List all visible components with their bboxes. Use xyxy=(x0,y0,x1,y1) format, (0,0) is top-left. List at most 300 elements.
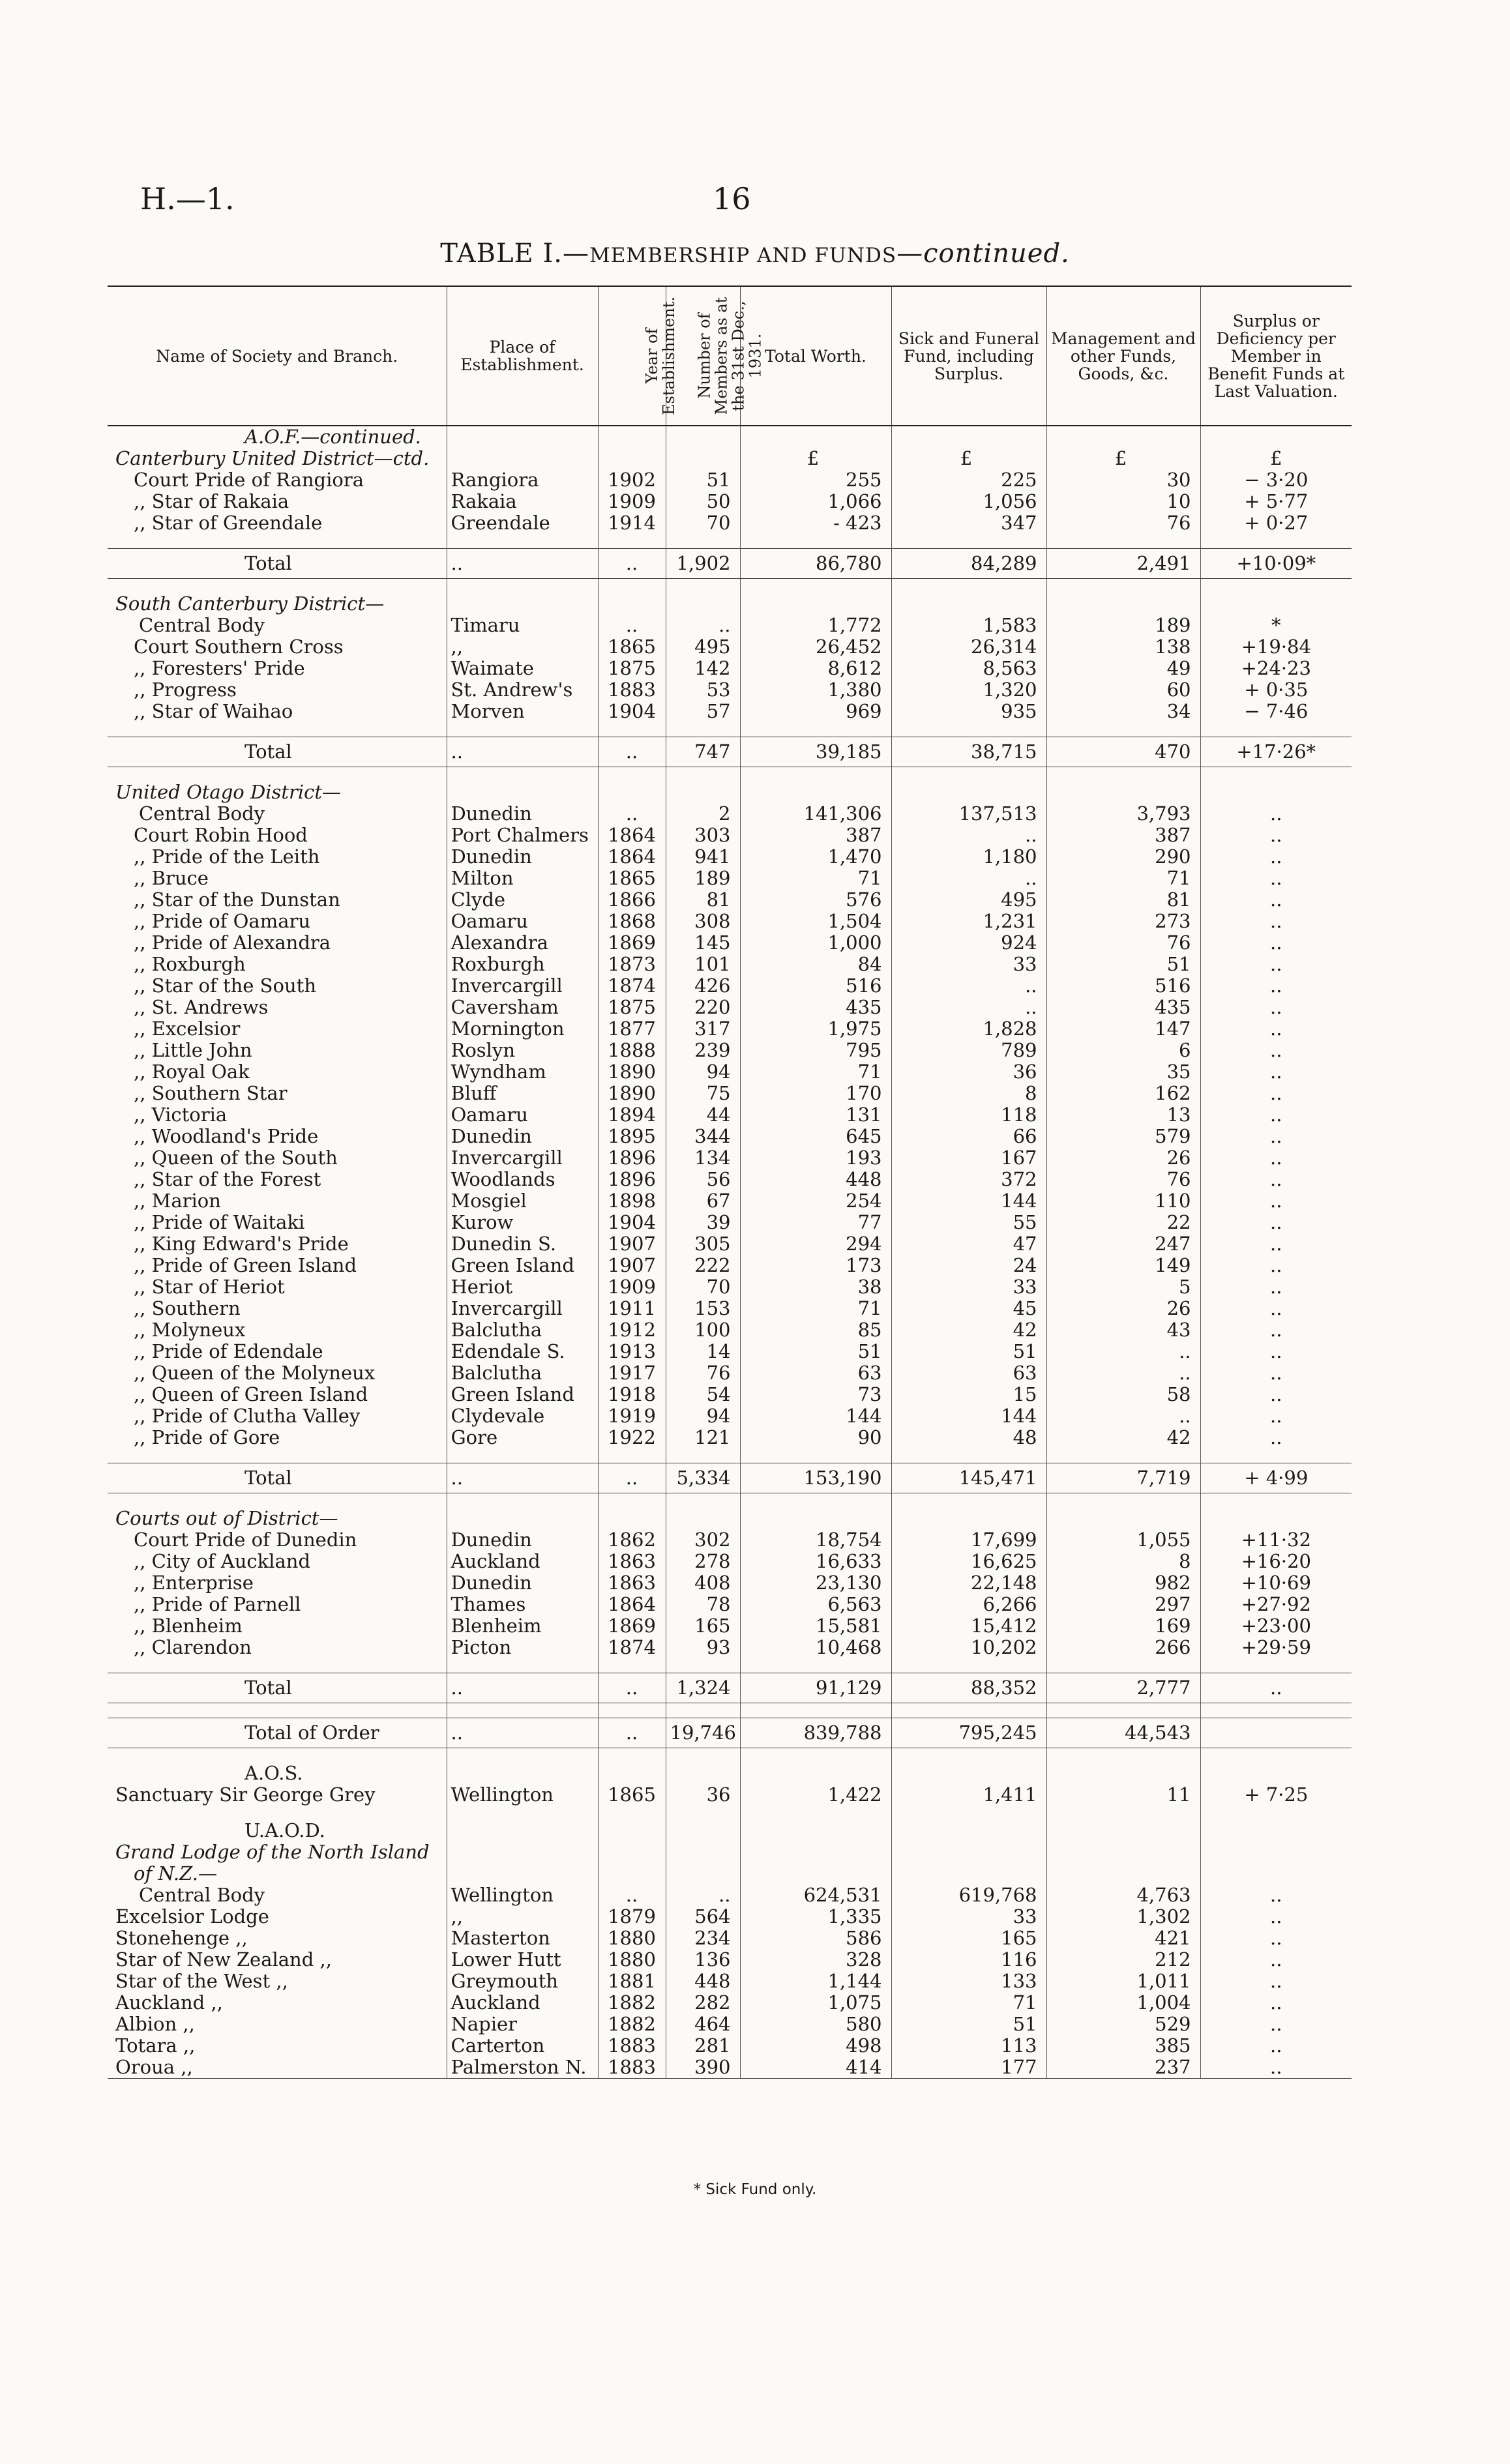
cell-surplus: +10·09* xyxy=(1200,549,1352,579)
cell-sick-fund: 165 xyxy=(891,1928,1046,1949)
cell-year: .. xyxy=(598,1718,666,1748)
cell-place: Kurow xyxy=(447,1212,598,1233)
spacer-cell xyxy=(1046,767,1200,782)
cell-year: 1865 xyxy=(598,868,666,889)
cell-surplus: .. xyxy=(1200,2057,1352,2079)
cell-place: .. xyxy=(447,1718,598,1748)
cell-sick-fund: 22,148 xyxy=(891,1572,1046,1594)
cell-sick-fund: 1,056 xyxy=(891,491,1046,512)
cell-place: Carterton xyxy=(447,2035,598,2057)
cell-surplus: .. xyxy=(1200,1212,1352,1233)
cell-surplus: .. xyxy=(1200,1104,1352,1126)
cell-total-worth: 51 xyxy=(740,1341,891,1362)
section-heading-row xyxy=(108,448,1352,469)
cell-surplus: .. xyxy=(1200,1885,1352,1906)
section-heading-row xyxy=(108,1841,1352,1863)
cell-name: Stonehenge ,, xyxy=(115,1927,248,1949)
cell-members: 94 xyxy=(666,1405,740,1427)
cell-members: 234 xyxy=(666,1928,740,1949)
cell-management: 149 xyxy=(1046,1255,1200,1276)
spacer-cell xyxy=(666,1493,740,1508)
table-row xyxy=(108,1018,1352,1040)
cell-total-worth: 63 xyxy=(740,1362,891,1384)
cell-surplus xyxy=(1200,782,1352,803)
cell-members: 308 xyxy=(666,911,740,932)
cell-name: Central Body xyxy=(139,614,265,636)
cell-management xyxy=(1046,593,1200,615)
cell-management: 6 xyxy=(1046,1040,1200,1061)
cell-members: 78 xyxy=(666,1594,740,1615)
cell-name: United Otago District— xyxy=(115,781,342,803)
table-row xyxy=(108,1255,1352,1276)
cell-place: Napier xyxy=(447,2014,598,2035)
cell-name: Excelsior Lodge xyxy=(115,1905,269,1928)
spacer-cell xyxy=(108,1448,447,1463)
cell-members: 70 xyxy=(666,1276,740,1298)
cell-sick-fund: 84,289 xyxy=(891,549,1046,579)
cell-year: .. xyxy=(598,615,666,636)
cell-name: Court Pride of Dunedin xyxy=(134,1529,357,1551)
cell-sick-fund: 33 xyxy=(891,1906,1046,1928)
cell-members: 317 xyxy=(666,1018,740,1040)
cell-year: 1864 xyxy=(598,846,666,868)
spacer-cell xyxy=(1200,534,1352,549)
cell-sick-fund: 42 xyxy=(891,1319,1046,1341)
cell-sick-fund: 63 xyxy=(891,1362,1046,1384)
spacer-cell xyxy=(447,1703,598,1718)
cell-name: Star of New Zealand ,, xyxy=(115,1948,332,1971)
table-row xyxy=(108,803,1352,825)
cell-sick-fund: 47 xyxy=(891,1233,1046,1255)
cell-total-worth: 624,531 xyxy=(740,1885,891,1906)
cell-place: Green Island xyxy=(447,1384,598,1405)
cell-management: 58 xyxy=(1046,1384,1200,1405)
spacer-cell xyxy=(666,1448,740,1463)
spacer-cell xyxy=(891,1448,1046,1463)
table-row xyxy=(108,1949,1352,1971)
cell-total-worth: 294 xyxy=(740,1233,891,1255)
cell-sick-fund xyxy=(891,1841,1046,1863)
cell-total-worth: 10,468 xyxy=(740,1637,891,1658)
cell-name: ,, Royal Oak xyxy=(134,1061,250,1083)
table-row xyxy=(108,889,1352,911)
page-number: 16 xyxy=(713,181,751,216)
cell-total-worth: 435 xyxy=(740,997,891,1018)
cell-place: Invercargill xyxy=(447,975,598,997)
cell-surplus: .. xyxy=(1200,1083,1352,1104)
cell-surplus xyxy=(1200,1820,1352,1841)
table-row xyxy=(108,1928,1352,1949)
cell-sick-fund xyxy=(891,782,1046,803)
cell-management: 147 xyxy=(1046,1018,1200,1040)
cell-name: A.O.F.—continued. xyxy=(244,426,421,448)
cell-year xyxy=(598,593,666,615)
cell-year: .. xyxy=(598,737,666,767)
cell-management: 42 xyxy=(1046,1427,1200,1448)
cell-management: 43 xyxy=(1046,1319,1200,1341)
cell-total-worth xyxy=(740,1763,891,1784)
section-heading-row xyxy=(108,1863,1352,1885)
spacer-row xyxy=(108,1448,1352,1463)
cell-sick-fund: 71 xyxy=(891,1992,1046,2014)
table-row xyxy=(108,1169,1352,1190)
cell-total-worth xyxy=(740,1863,891,1885)
cell-sick-fund xyxy=(891,1763,1046,1784)
spacer-cell xyxy=(108,1806,447,1820)
cell-management: 138 xyxy=(1046,636,1200,658)
cell-year: .. xyxy=(598,803,666,825)
cell-place: Dunedin xyxy=(447,803,598,825)
spacer-cell xyxy=(598,1493,666,1508)
cell-surplus: .. xyxy=(1200,846,1352,868)
cell-name: ,, Marion xyxy=(134,1190,221,1212)
cell-place: Masterton xyxy=(447,1928,598,1949)
cell-sick-fund: 133 xyxy=(891,1971,1046,1992)
cell-year: 1862 xyxy=(598,1529,666,1551)
cell-surplus: +19·84 xyxy=(1200,636,1352,658)
cell-place: Alexandra xyxy=(447,932,598,954)
cell-sick-fund: 113 xyxy=(891,2035,1046,2057)
cell-place: Balclutha xyxy=(447,1362,598,1384)
table-header-row xyxy=(108,286,1352,426)
cell-management: .. xyxy=(1046,1362,1200,1384)
cell-sick-fund: 116 xyxy=(891,1949,1046,1971)
cell-members: 51 xyxy=(666,469,740,491)
table-row xyxy=(108,1529,1352,1551)
cell-total-worth: 1,470 xyxy=(740,846,891,868)
cell-sick-fund: 26,314 xyxy=(891,636,1046,658)
table-row xyxy=(108,658,1352,679)
cell-members: 281 xyxy=(666,2035,740,2057)
cell-name: ,, Star of Waihao xyxy=(134,700,293,722)
cell-place: Oamaru xyxy=(447,911,598,932)
cell-members: 39 xyxy=(666,1212,740,1233)
cell-name: ,, Queen of Green Island xyxy=(134,1383,368,1405)
cell-place: Invercargill xyxy=(447,1298,598,1319)
cell-name: ,, Enterprise xyxy=(134,1572,254,1594)
cell-year: 1863 xyxy=(598,1551,666,1572)
cell-year: 1869 xyxy=(598,932,666,954)
spacer-cell xyxy=(666,767,740,782)
spacer-cell xyxy=(1046,1748,1200,1763)
cell-sick-fund: 137,513 xyxy=(891,803,1046,825)
cell-surplus: .. xyxy=(1200,1018,1352,1040)
cell-year: 1865 xyxy=(598,1784,666,1806)
cell-name: ,, Star of the South xyxy=(134,975,317,997)
spacer-cell xyxy=(1200,1806,1352,1820)
cell-surplus: .. xyxy=(1200,1384,1352,1405)
table-row xyxy=(108,1784,1352,1806)
cell-place: Thames xyxy=(447,1594,598,1615)
cell-year: 1890 xyxy=(598,1061,666,1083)
cell-place: Wellington xyxy=(447,1784,598,1806)
cell-place xyxy=(447,1508,598,1529)
cell-place: Greendale xyxy=(447,512,598,534)
table-row xyxy=(108,911,1352,932)
cell-place: Picton xyxy=(447,1637,598,1658)
cell-surplus: +23·00 xyxy=(1200,1615,1352,1637)
cell-sick-fund xyxy=(891,1820,1046,1841)
spacer-cell xyxy=(598,722,666,737)
cell-surplus: .. xyxy=(1200,803,1352,825)
cell-total-worth: 71 xyxy=(740,1298,891,1319)
spacer-cell xyxy=(891,1658,1046,1673)
cell-sick-fund: 10,202 xyxy=(891,1637,1046,1658)
cell-sick-fund xyxy=(891,1863,1046,1885)
cell-total-worth: 586 xyxy=(740,1928,891,1949)
cell-name: Total xyxy=(108,1463,447,1493)
cell-name: ,, Pride of Parnell xyxy=(134,1593,301,1615)
cell-management: 266 xyxy=(1046,1637,1200,1658)
cell-total-worth: 1,066 xyxy=(740,491,891,512)
cell-year: 1879 xyxy=(598,1906,666,1928)
spacer-cell xyxy=(740,1658,891,1673)
cell-name: ,, Pride of Oamaru xyxy=(134,910,311,932)
cell-members: 19,746 xyxy=(666,1718,740,1748)
cell-place: Port Chalmers xyxy=(447,825,598,846)
cell-total-worth: 1,000 xyxy=(740,932,891,954)
table-row xyxy=(108,825,1352,846)
cell-sick-fund: 177 xyxy=(891,2057,1046,2079)
cell-management: 435 xyxy=(1046,997,1200,1018)
cell-management: 387 xyxy=(1046,825,1200,846)
cell-place: Blenheim xyxy=(447,1615,598,1637)
spacer-cell xyxy=(108,1703,447,1718)
cell-place: Balclutha xyxy=(447,1319,598,1341)
cell-management xyxy=(1046,782,1200,803)
cell-management: 189 xyxy=(1046,615,1200,636)
cell-place xyxy=(447,426,598,448)
col-header-surplus: Surplus or Deficiency per Member in Benefit Funds at Last Valuation. xyxy=(1200,286,1352,426)
cell-management: 34 xyxy=(1046,701,1200,722)
cell-sick-fund: 144 xyxy=(891,1190,1046,1212)
cell-management: 30 xyxy=(1046,469,1200,491)
order-heading-row xyxy=(108,1820,1352,1841)
cell-surplus xyxy=(1200,426,1352,448)
cell-year: 1888 xyxy=(598,1040,666,1061)
cell-surplus: +10·69 xyxy=(1200,1572,1352,1594)
cell-members: 81 xyxy=(666,889,740,911)
cell-year: 1874 xyxy=(598,1637,666,1658)
cell-place: Mosgiel xyxy=(447,1190,598,1212)
cell-management: 11 xyxy=(1046,1784,1200,1806)
cell-surplus: .. xyxy=(1200,825,1352,846)
table-row xyxy=(108,1126,1352,1147)
table-row xyxy=(108,491,1352,512)
cell-total-worth xyxy=(740,1508,891,1529)
cell-members: 5,334 xyxy=(666,1463,740,1493)
cell-management: .. xyxy=(1046,1341,1200,1362)
cell-year: 1869 xyxy=(598,1615,666,1637)
cell-management: 169 xyxy=(1046,1615,1200,1637)
cell-surplus: +17·26* xyxy=(1200,737,1352,767)
cell-total-worth: 498 xyxy=(740,2035,891,2057)
cell-management: 26 xyxy=(1046,1298,1200,1319)
col-header-name: Name of Society and Branch. xyxy=(108,286,447,426)
cell-name: ,, Pride of Green Island xyxy=(134,1254,357,1276)
cell-surplus: + 0·35 xyxy=(1200,679,1352,701)
cell-sick-fund: 1,828 xyxy=(891,1018,1046,1040)
section-heading-row xyxy=(108,782,1352,803)
cell-year: .. xyxy=(598,549,666,579)
cell-members: 54 xyxy=(666,1384,740,1405)
cell-surplus: £ xyxy=(1200,448,1352,469)
cell-year: 1894 xyxy=(598,1104,666,1126)
cell-sick-fund: 8 xyxy=(891,1083,1046,1104)
cell-year: 1918 xyxy=(598,1384,666,1405)
cell-management: 162 xyxy=(1046,1083,1200,1104)
cell-management: 8 xyxy=(1046,1551,1200,1572)
cell-surplus: .. xyxy=(1200,1040,1352,1061)
cell-name: ,, Excelsior xyxy=(134,1018,241,1040)
cell-year xyxy=(598,426,666,448)
spacer-cell xyxy=(740,534,891,549)
cell-place xyxy=(447,593,598,615)
cell-total-worth: 1,144 xyxy=(740,1971,891,1992)
cell-total-worth xyxy=(740,1841,891,1863)
cell-management: 7,719 xyxy=(1046,1463,1200,1493)
cell-surplus: .. xyxy=(1200,975,1352,997)
spacer-cell xyxy=(1046,1658,1200,1673)
cell-place: Caversham xyxy=(447,997,598,1018)
cell-sick-fund: 66 xyxy=(891,1126,1046,1147)
cell-year: 1868 xyxy=(598,911,666,932)
table-row xyxy=(108,1384,1352,1405)
cell-year: 1898 xyxy=(598,1190,666,1212)
cell-surplus: .. xyxy=(1200,2035,1352,2057)
cell-members: 1,324 xyxy=(666,1673,740,1703)
table-row xyxy=(108,1212,1352,1233)
cell-members: 747 xyxy=(666,737,740,767)
cell-members: 344 xyxy=(666,1126,740,1147)
cell-name: Auckland ,, xyxy=(115,1991,223,2014)
col-header-year xyxy=(598,286,678,426)
spacer-cell xyxy=(108,534,447,549)
cell-management: 579 xyxy=(1046,1126,1200,1147)
cell-members: 222 xyxy=(666,1255,740,1276)
table-row xyxy=(108,679,1352,701)
cell-total-worth xyxy=(740,593,891,615)
cell-total-worth: 144 xyxy=(740,1405,891,1427)
cell-management xyxy=(1046,1841,1200,1863)
cell-surplus: .. xyxy=(1200,1169,1352,1190)
cell-place: Lower Hutt xyxy=(447,1949,598,1971)
cell-sick-fund: 15,412 xyxy=(891,1615,1046,1637)
cell-management: 110 xyxy=(1046,1190,1200,1212)
cell-year: 1883 xyxy=(598,2035,666,2057)
cell-surplus: .. xyxy=(1200,932,1352,954)
section-heading-row xyxy=(108,1508,1352,1529)
cell-sick-fund: 145,471 xyxy=(891,1463,1046,1493)
cell-members: 189 xyxy=(666,868,740,889)
cell-management: 516 xyxy=(1046,975,1200,997)
cell-sick-fund: 619,768 xyxy=(891,1885,1046,1906)
cell-management: 10 xyxy=(1046,491,1200,512)
title-suffix: —continued. xyxy=(896,239,1070,269)
spacer-cell xyxy=(666,722,740,737)
cell-management: 385 xyxy=(1046,2035,1200,2057)
spacer-cell xyxy=(740,1493,891,1508)
cell-place: Woodlands xyxy=(447,1169,598,1190)
cell-total-worth: 1,772 xyxy=(740,615,891,636)
spacer-cell xyxy=(666,1703,740,1718)
spacer-cell xyxy=(1046,534,1200,549)
cell-year: 1875 xyxy=(598,658,666,679)
cell-place: Clydevale xyxy=(447,1405,598,1427)
table-row xyxy=(108,1637,1352,1658)
cell-place: Morven xyxy=(447,701,598,722)
col-header-place: Place of Establishment. xyxy=(447,286,598,426)
cell-total-worth: 131 xyxy=(740,1104,891,1126)
spacer-cell xyxy=(1200,1748,1352,1763)
spacer-cell xyxy=(447,767,598,782)
total-row xyxy=(108,1718,1352,1748)
cell-management: 529 xyxy=(1046,2014,1200,2035)
cell-surplus: .. xyxy=(1200,1906,1352,1928)
cell-year: 1880 xyxy=(598,1928,666,1949)
cell-name: ,, Foresters' Pride xyxy=(134,657,305,679)
spacer-cell xyxy=(666,1658,740,1673)
total-row xyxy=(108,549,1352,579)
cell-sick-fund: 55 xyxy=(891,1212,1046,1233)
cell-management: 3,793 xyxy=(1046,803,1200,825)
spacer-cell xyxy=(1200,1448,1352,1463)
spacer-cell xyxy=(891,579,1046,594)
cell-management: 60 xyxy=(1046,679,1200,701)
spacer-cell xyxy=(740,1748,891,1763)
table-row xyxy=(108,1885,1352,1906)
cell-sick-fund: £ xyxy=(891,448,1046,469)
table-row xyxy=(108,1362,1352,1384)
cell-year: 1873 xyxy=(598,954,666,975)
cell-place xyxy=(447,1863,598,1885)
cell-surplus: +16·20 xyxy=(1200,1551,1352,1572)
cell-name: ,, Little John xyxy=(134,1039,252,1061)
spacer-cell xyxy=(447,1658,598,1673)
cell-members: 121 xyxy=(666,1427,740,1448)
cell-sick-fund: 1,583 xyxy=(891,615,1046,636)
cell-year: 1896 xyxy=(598,1147,666,1169)
cell-year: 1874 xyxy=(598,975,666,997)
spacer-cell xyxy=(598,1658,666,1673)
cell-total-worth: 839,788 xyxy=(740,1718,891,1748)
cell-members: .. xyxy=(666,1885,740,1906)
cell-name: ,, Star of Rakaia xyxy=(134,490,289,512)
table-row xyxy=(108,954,1352,975)
cell-year: .. xyxy=(598,1463,666,1493)
cell-name: A.O.S. xyxy=(244,1762,303,1784)
cell-year: 1912 xyxy=(598,1319,666,1341)
cell-place: Heriot xyxy=(447,1276,598,1298)
spacer-cell xyxy=(891,1493,1046,1508)
cell-year: 1911 xyxy=(598,1298,666,1319)
cell-members xyxy=(666,1863,740,1885)
cell-surplus: +27·92 xyxy=(1200,1594,1352,1615)
cell-name: ,, Star of the Dunstan xyxy=(134,888,340,911)
spacer-row xyxy=(108,722,1352,737)
cell-total-worth: 645 xyxy=(740,1126,891,1147)
cell-total-worth: 26,452 xyxy=(740,636,891,658)
cell-year: .. xyxy=(598,1673,666,1703)
cell-surplus: .. xyxy=(1200,1992,1352,2014)
cell-place: .. xyxy=(447,737,598,767)
cell-place: Timaru xyxy=(447,615,598,636)
cell-management xyxy=(1046,1508,1200,1529)
cell-sick-fund: 36 xyxy=(891,1061,1046,1083)
cell-members: 75 xyxy=(666,1083,740,1104)
cell-members: 426 xyxy=(666,975,740,997)
cell-place: St. Andrew's xyxy=(447,679,598,701)
